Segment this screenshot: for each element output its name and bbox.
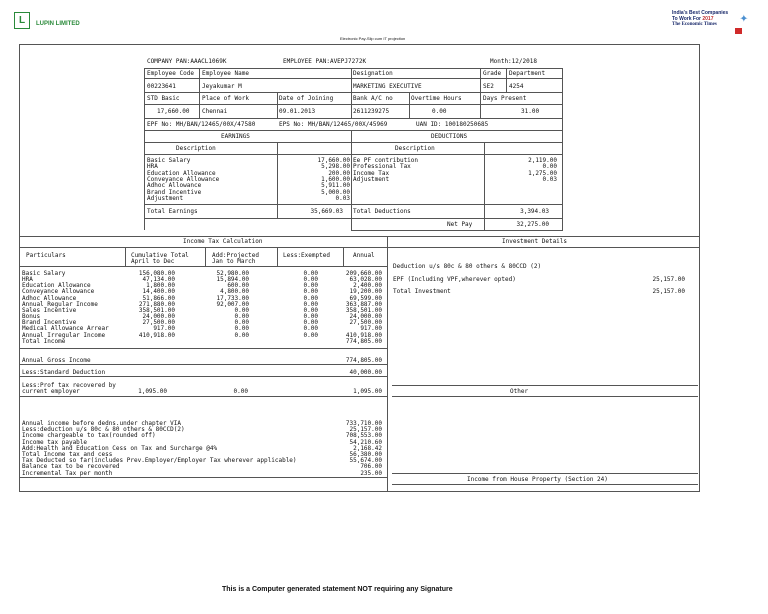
grid-line [144,104,563,105]
tax-row-cumulative: 271,880.00 [138,301,175,308]
tax-row-label: Basic Salary [22,270,66,277]
tax-row-label: Sales Incentive [22,307,77,314]
epf-label: EPF (Including VPF,wherever opted) [393,276,516,283]
department: 4254 [509,83,524,90]
tax-summary-label: Less:deduction u/s 80c & 80 others & 80CCD(2) [22,426,185,433]
other-title: Other [510,388,529,395]
employee-name-label: Employee Name [202,70,249,77]
earning-label: Education Allowance [147,170,216,177]
grid-line [144,142,563,143]
tax-summary-value: 235.00 [360,470,382,477]
grid-line [562,68,563,230]
award-badge [672,10,750,40]
deduction-label: Income Tax [353,170,390,177]
grade-label: Grade [483,70,502,77]
pay-month: Month:12/2018 [490,58,537,65]
tax-summary-label: Income tax payable [22,439,88,446]
employee-name: Jeyakumar M [202,83,242,90]
grid-line [480,68,481,118]
deduction-label: Professional Tax [353,163,411,170]
earning-label: Conveyance Allowance [147,176,220,183]
grid-line [125,247,126,266]
tax-row-annual: 27,500.00 [349,319,382,326]
top-border [19,44,700,45]
designation: MARKETING EXECUTIVE [353,83,422,90]
grid-line [343,247,344,266]
grid-line [19,266,387,267]
overtime: 0.00 [432,108,447,115]
earnings-description-header: Description [176,145,216,152]
days-present-label: Days Present [483,95,527,102]
grid-line [277,92,278,118]
tax-row-exempted: 0.00 [303,319,318,326]
designation-label: Designation [353,70,393,77]
place-of-work-label: Place of Work [202,95,249,102]
tax-row-annual: 363,887.00 [345,301,382,308]
tax-row-projected: 0.00 [234,325,249,332]
tax-row-cumulative: 14,400.00 [142,288,175,295]
gross-income-value: 774,805.00 [345,357,382,364]
earning-amount: 5,000.00 [321,189,350,196]
bank-ac-label: Bank A/C no [353,95,393,102]
grid-line [19,477,387,478]
deduction-amount: 0.00 [542,163,557,170]
tax-row-projected: 600.00 [227,282,249,289]
star-icon: ✦ [739,10,748,26]
tax-row-exempted: 0.00 [303,288,318,295]
department-label: Department [509,70,546,77]
tax-row-label: Brand Incentive [22,319,77,326]
eps-number: EPS No: MH/BAN/12465/00X/45969 [279,121,388,128]
tax-row-exempted: 0.00 [303,276,318,283]
cumulative-header: Cumulative Total [131,252,189,259]
total-earnings-label: Total Earnings [147,208,198,215]
tax-row-annual: 2,400.00 [353,282,382,289]
investment-title: Investment Details [502,238,568,245]
tax-row-projected: 0.00 [234,307,249,314]
particulars-header: Particulars [26,252,66,259]
tax-row-cumulative: 51,866.00 [142,295,175,302]
income-tax-title: Income Tax Calculation [183,238,263,245]
footer-note: This is a Computer generated statement NOT requiring any Signature [222,586,453,593]
std-basic: 17,660.00 [157,108,190,115]
employee-code-label: Employee Code [147,70,194,77]
grid-line [392,396,698,397]
grid-line [144,78,563,79]
bank-ac: 2611239275 [353,108,390,115]
total-investment-value: 25,157.00 [652,288,685,295]
tax-row-annual: 63,028.00 [349,276,382,283]
tax-summary-value: 2,168.42 [353,445,382,452]
grid-line [19,348,387,349]
grid-line [19,247,387,248]
tax-summary-label: Incremental Tax per month [22,470,113,477]
grid-line [144,68,145,230]
std-basic-label: STD Basic [147,95,180,102]
company-name: LUPIN LIMITED [36,21,80,27]
tax-row-label: Adhoc Allowance [22,295,77,302]
tax-row-projected: 15,894.00 [216,276,249,283]
tax-row-cumulative: 156,080.00 [138,270,175,277]
grid-line [351,230,563,231]
grid-line [144,154,563,155]
grid-line [19,364,387,365]
tax-row-cumulative: 358,501.00 [138,307,175,314]
section-divider [387,236,388,492]
tax-row-cumulative: 410,918.00 [138,332,175,339]
tax-row-projected: 0.00 [234,313,249,320]
left-border [19,44,20,492]
net-pay: 32,275.00 [516,221,549,228]
tax-row-projected: 0.00 [234,332,249,339]
grid-line [351,68,352,118]
tax-summary-value: 54,210.60 [349,439,382,446]
grid-line [19,396,387,397]
earning-label: Adhoc Allowance [147,182,202,189]
tax-row-exempted: 0.00 [303,332,318,339]
cumulative-subheader: April to Dec [131,258,175,265]
tax-row-exempted: 0.00 [303,307,318,314]
tax-summary-value: 25,157.00 [349,426,382,433]
award-publisher: The Economic Times [672,22,717,27]
company-pan: COMPANY PAN:AAACL1069K [147,58,227,65]
grid-line [199,68,200,118]
tax-row-cumulative: 47,134.00 [142,276,175,283]
right-border [699,44,700,492]
tax-row-projected: 0.00 [234,319,249,326]
tax-summary-label: Total Income tax and cess [22,451,113,458]
exempted-header: Less:Exempted [283,252,330,259]
badge-tag-icon [735,28,742,34]
uan-id: UAN ID: 100180250685 [416,121,489,128]
tax-summary-label: Income chargeable to tax(rounded off) [22,432,156,439]
gross-income-label: Annual Gross Income [22,357,91,364]
deduction-amount: 1,275.00 [528,170,557,177]
tax-summary-value: 56,380.00 [349,451,382,458]
grid-line [19,376,387,377]
grid-line [392,484,698,485]
deduction-label: Ee PF contribution [353,157,419,164]
tax-row-exempted: 0.00 [303,301,318,308]
earning-amount: 5,298.00 [321,163,350,170]
bottom-border [19,491,700,492]
overtime-label: Overtime Hours [411,95,462,102]
earn-ded-divider [351,130,352,230]
total-deductions: 3,394.03 [520,208,549,215]
page-caption: Electronic Pay-Slip cum IT projection [340,36,406,41]
tax-row-projected: 52,980.00 [216,270,249,277]
award-year: 2017 [702,16,714,22]
total-earnings: 35,669.03 [310,208,343,215]
grid-line [387,247,700,248]
tax-summary-label: Tax Deducted so far(includes Prev.Employer/Employer Tax wherever applicable) [22,457,297,464]
tax-row-annual: 358,501.00 [345,307,382,314]
tax-row-exempted: 0.00 [303,295,318,302]
net-pay-label: Net Pay [447,221,473,228]
standard-deduction-label: Less:Standard Deduction [22,369,106,376]
tax-row-exempted: 0.00 [303,313,318,320]
projected-subheader: Jan to March [212,258,256,265]
tax-row-annual: 917.00 [360,325,382,332]
deduction-heading: Deduction u/s 80c & 80 others & 80CCD (2) [393,263,542,270]
earnings-heading: EARNINGS [221,133,250,140]
tax-summary-value: 706.00 [360,463,382,470]
grid-line [19,236,700,237]
tax-row-cumulative: 1,800.00 [146,282,175,289]
grid-line [144,118,563,119]
tax-row-label: Total Income [22,338,66,345]
earning-amount: 0.03 [335,195,350,202]
grid-line [144,204,563,205]
tax-row-label: Medical Allowance Arrear [22,325,109,332]
tax-summary-value: 733,710.00 [345,420,382,427]
tax-row-exempted: 0.00 [303,270,318,277]
grade: SE2 [483,83,494,90]
tax-row-projected: 4,800.00 [220,288,249,295]
date-of-joining-label: Date of Joining [279,95,334,102]
earning-amount: 5,911.00 [321,182,350,189]
grid-line [277,247,278,266]
grid-line [144,130,563,131]
deductions-description-header: Description [395,145,435,152]
tax-row-label: Annual Regular Income [22,301,98,308]
tax-row-label: HRA [22,276,33,283]
deductions-heading: DEDUCTIONS [431,133,468,140]
tax-row-projected: 17,733.00 [216,295,249,302]
prof-tax-annual: 1,095.00 [353,388,382,395]
grid-line [144,68,563,69]
earning-amount: 17,660.00 [317,157,350,164]
tax-row-label: Annual Irregular Income [22,332,106,339]
deduction-amount: 0.03 [542,176,557,183]
grid-line [392,385,698,386]
award-line2-prefix: To Work For [672,16,703,22]
prof-tax-label-line2: current employer [22,388,80,395]
place-of-work: Chennai [202,108,228,115]
total-deductions-label: Total Deductions [353,208,411,215]
tax-row-cumulative: 917.00 [153,325,175,332]
tax-row-annual: 69,599.00 [349,295,382,302]
grid-line [144,92,563,93]
tax-row-annual: 209,660.00 [345,270,382,277]
deduction-label: Adjustment [353,176,390,183]
employee-pan: EMPLOYEE PAN:AVEPJ7272K [283,58,367,65]
tax-summary-value: 55,674.00 [349,457,382,464]
standard-deduction-value: 40,000.00 [349,369,382,376]
tax-row-projected: 92,007.00 [216,301,249,308]
projected-header: Add:Projected [212,252,259,259]
grid-line [506,68,507,92]
tax-row-annual: 410,918.00 [345,332,382,339]
epf-value: 25,157.00 [652,276,685,283]
annual-header: Annual [353,252,375,259]
tax-summary-value: 708,553.00 [345,432,382,439]
grid-line [484,142,485,230]
tax-row-label: Bonus [22,313,41,320]
grid-line [392,473,698,474]
earning-amount: 1,600.00 [321,176,350,183]
house-property-title: Income from House Property (Section 24) [467,476,608,483]
tax-row-label: Education Allowance [22,282,91,289]
tax-row-cumulative: 24,000.00 [142,313,175,320]
earning-label: HRA [147,163,158,170]
tax-row-label: Conveyance Allowance [22,288,95,295]
employee-code: 00223641 [147,83,176,90]
tax-summary-label: Annual income before dedns.under chapter VIA [22,420,181,427]
deduction-amount: 2,119.00 [528,157,557,164]
earning-label: Adjustment [147,195,184,202]
date-of-joining: 09.01.2013 [279,108,316,115]
prof-tax-label: Less:Prof tax recovered by [22,382,116,389]
lupin-logo: L [14,12,30,29]
tax-row-exempted: 0.00 [303,325,318,332]
days-present: 31.00 [521,108,540,115]
earning-amount: 200.00 [328,170,350,177]
tax-row-annual: 24,000.00 [349,313,382,320]
prof-tax-projected: 0.00 [233,388,248,395]
grid-line [409,92,410,118]
tax-row-cumulative: 27,500.00 [142,319,175,326]
tax-row-annual: 19,200.00 [349,288,382,295]
prof-tax-cumulative: 1,095.00 [138,388,167,395]
award-line1: India's Best Companies [672,10,729,16]
tax-row-annual: 774,805.00 [345,338,382,345]
earning-label: Brand Incentive [147,189,202,196]
total-investment-label: Total Investment [393,288,451,295]
tax-summary-label: Balance tax to be recovered [22,463,120,470]
tax-row-exempted: 0.00 [303,282,318,289]
tax-summary-label: Add:Health and Education Cess on Tax and Surcharge @4% [22,445,218,452]
epf-number: EPF No: MH/BAN/12465/00X/47580 [147,121,256,128]
grid-line [205,247,206,266]
grid-line [144,218,563,219]
earning-label: Basic Salary [147,157,191,164]
